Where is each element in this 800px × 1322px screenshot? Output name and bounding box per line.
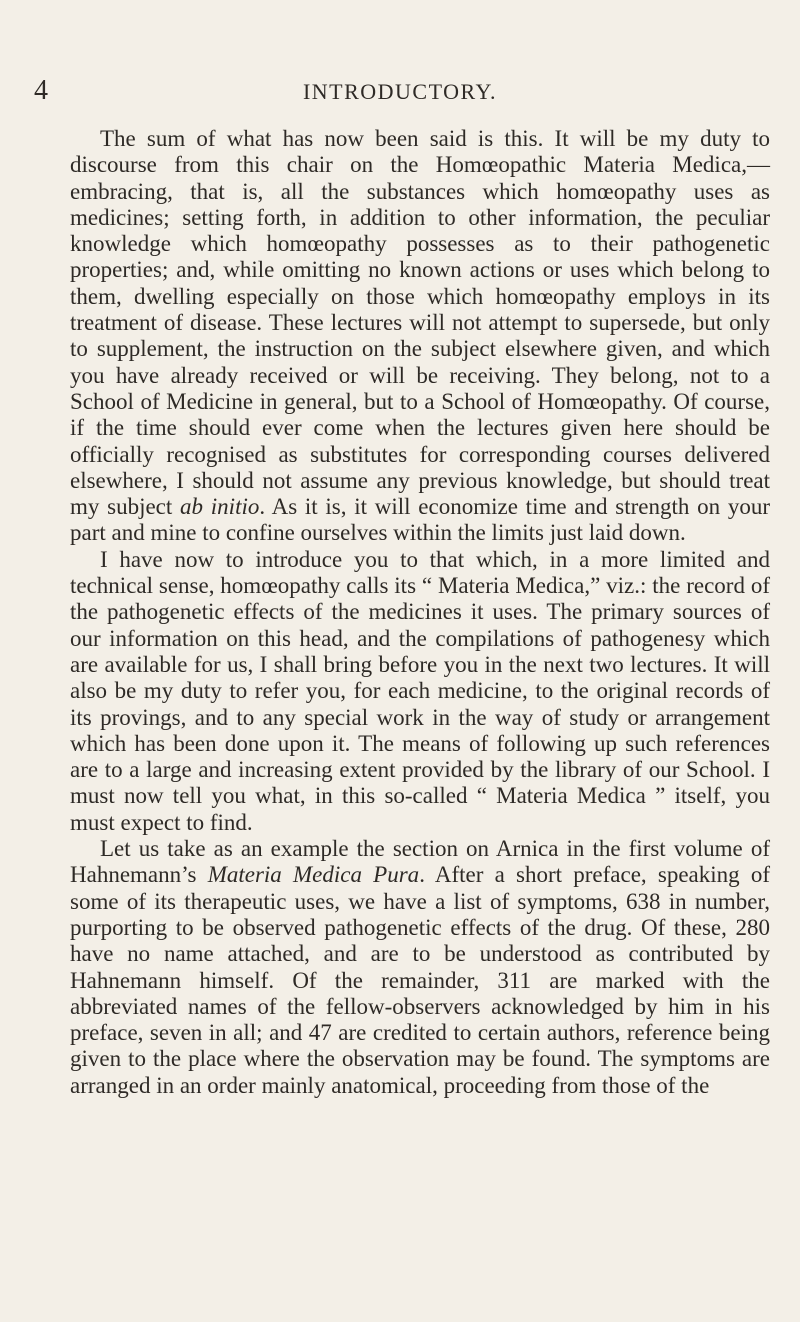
paragraph-2 <box>70 547 770 836</box>
paragraph-2-text: I have now to introduce you to that which, in a more limited and technical sense, homœopathy calls its “ Materia Medica,” viz.: the record of the pathogenetic effects of the medicines it uses. The primary sources of our information on this head, and the compilations of pathogenesy which are available for us, I shall bring before you in the next two lectures. It will also be my duty to refer you, for each medicine, to the original records of its provings, and to any special work in the way of study or arrangement which has been done upon it. The means of following up such references are to a large and increasing extent provided by the library of our School. I must now tell you what, in this so-called “ Materia Medica ” itself, you must expect to find. <box>70 546 770 835</box>
paragraph-1 <box>70 126 770 547</box>
paragraph-3-text: Let us take as an example the section on Arnica in the first volume of Hahnemann’s <box>70 836 770 888</box>
paragraph-1-text: The sum of what has now been said is this. It will be my duty to discourse from this chair on the Homœopathic Materia Medica,—embracing, that is, all the substances which homœopathy uses as medicines; setting forth, in addition to other information, the peculiar knowledge which homœopathy possesses as to their pathogenetic properties; and, while omitting no known actions or uses which belong to them, dwelling especially on those which homœopathy employs in its treatment of disease. These lectures will not attempt to supersede, but only to supplement, the instruction on the subject elsewhere given, and which you have already received or will be receiving. They belong, not to a School of Medicine in general, but to a School of Homœopathy. Of course, if the time should ever come when the lectures given here should be officially recognised as substitutes for corresponding courses delivered elsewhere, I should not assume any previous knowledge, but should treat my subject <box>70 126 770 520</box>
book-title: Materia Medica Pura <box>207 862 420 888</box>
latin-phrase: ab initio <box>180 494 260 520</box>
running-head: INTRODUCTORY. <box>302 79 498 104</box>
page-number: 4 <box>34 75 48 106</box>
paragraph-1-text-end: . As it is, it will economize time and strength on your part and mine to confine ourselves within the limits just laid down. <box>70 494 771 546</box>
paragraph-3-text-end: . After a short preface, speaking of some of its therapeutic uses, we have a list of symptoms, 638 in number, purporting to be observed pathogenetic effects of the drug. Of these, 280 have no name attached, and are to be understood as contributed by Hahnemann himself. Of the remainder, 311 are marked with the abbreviated names of the fellow-observers acknowledged by him in his preface, seven in all; and 47 are credited to certain authors, reference being given to the place where the observation may be found. The symptoms are arranged in an order mainly anatomical, proceeding from those of the <box>70 862 770 1098</box>
page-header <box>0 74 800 114</box>
paragraph-3 <box>70 836 770 1099</box>
body-text <box>70 126 770 1099</box>
